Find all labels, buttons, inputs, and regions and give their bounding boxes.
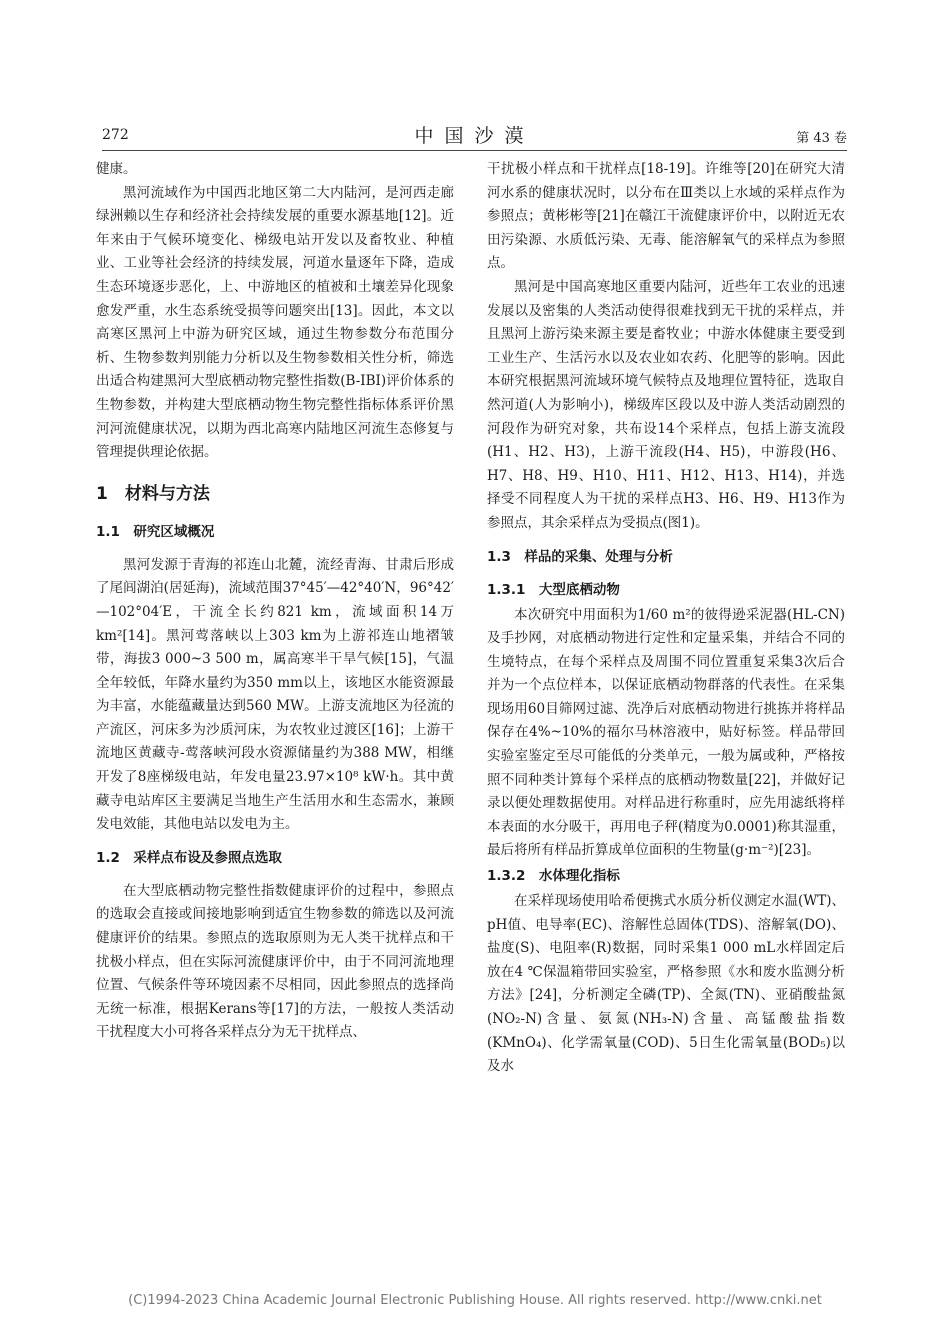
right-column (487, 158, 845, 1079)
paragraph: 黑河发源于青海的祁连山北麓，流经青海、甘肃后形成了尾闾湖泊(居延海)，流域范围37°45′—42°40′N，96°42′—102°04′E，干流全长约821 km，流域面积14万km²[14]。黑河莺落峡以上303 km为上游祁连山地褶皱带，海拔3 000~3 500 m，属高寒半干旱气候[15]，气温全年较低，年降水量约为350 mm以上，该地区水能资源最为丰富，水能蕴藏量达到560 MW。上游支流地区为径流的产流区，河床多为沙质河床，为农牧业过渡区[16]；上游干流地区黄藏寺-莺落峡河段水资源储量约为388 MW，相继开发了8座梯级电站，年发电量23.97×10⁸ kW·h。其中黄藏寺电站库区主要满足当地生产生活用水和生态需水，兼顾发电效能，其他电站以发电为主。 (96, 556, 454, 833)
copyright-footer: (C)1994-2023 China Academic Journal Electronic Publishing House. All rights reserved. http://www.cnki.net (128, 1293, 822, 1308)
subsubsection-heading: 1.3.2 水体理化指标 (487, 868, 620, 885)
page-number: 272 (102, 127, 129, 143)
subsection-heading: 1.2 采样点布设及参照点选取 (96, 849, 282, 866)
header-rule (102, 150, 847, 151)
journal-title: 中国沙漠 (414, 125, 535, 147)
paragraph: 本次研究中用面积为1/60 m²的彼得逊采泥器(HL-CN)及手抄网，对底栖动物进行定性和定量采集，并结合不同的生境特点，在每个采样点及周围不同位置重复采集3次后合并为一个点位样本，以保证底栖动物群落的代表性。在采集现场用60目筛网过滤、洗净后对底栖动物进行挑拣并将样品保存在4%~10%的福尔马林溶液中，贴好标签。样品带回实验室鉴定至尽可能低的分类单元，一般为属或种，严格按照不同种类计算每个采样点的底栖动物数量[22]，并做好记录以便处理数据使用。对样品进行称重时，应先用滤纸将样本表面的水分吸干，再用电子秤(精度为0.0001)称其湿重，最后将所有样品折算成单位面积的生物量(g·m⁻²)[23]。 (487, 606, 845, 859)
subsection-heading: 1.1 研究区域概况 (96, 523, 215, 540)
paragraph: 健康。 (96, 161, 137, 177)
paragraph: 黑河流域作为中国西北地区第二大内陆河，是河西走廊绿洲赖以生存和经济社会持续发展的重要水源基地[12]。近年来由于气候环境变化、梯级电站开发以及畜牧业、种植业、工业等社会经济的持续发展，河道水量逐年下降，造成生态环境逐步恶化，上、中游地区的植被和土壤差异化现象愈发严重，水生态系统受损等问题突出[13]。因此，本文以高寒区黑河上中游为研究区域，通过生物参数分布范围分析、生物参数判别能力分析以及生物参数相关性分析，筛选出适合构建黑河大型底栖动物完整性指数(B-IBI)评价体系的生物参数，并构建大型底栖动物生物完整性指标体系评价黑河河流健康状况，以期为西北高寒内陆地区河流生态修复与管理提供理论依据。 (96, 184, 454, 461)
subsubsection-heading: 1.3.1 大型底栖动物 (487, 581, 620, 598)
section-heading: 1 材料与方法 (96, 483, 210, 504)
paragraph: 黑河是中国高寒地区重要内陆河，近些年工农业的迅速发展以及密集的人类活动使得很难找到无干扰的采样点，并且黑河上游污染来源主要是畜牧业；中游水体健康主要受到工业生产、生活污水以及农业如农药、化肥等的影响。因此本研究根据黑河流域环境气候特点及地理位置特征，选取自然河道(人为影响小)，梯级库区段以及中游人类活动剧烈的河段作为研究对象，共布设14个采样点，包括上游支流段(H1、H2、H3)，上游干流段(H4、H5)，中游段(H6、H7、H8、H9、H10、H11、H12、H13、H14)，并选择受不同程度人为干扰的采样点H3、H6、H9、H13作为参照点，其余采样点为受损点(图1)。 (487, 278, 845, 531)
paragraph: 干扰极小样点和干扰样点[18-19]。许维等[20]在研究大清河水系的健康状况时，以分布在Ⅲ类以上水域的采样点作为参照点；黄彬彬等[21]在赣江干流健康评价中，以附近无农田污染源、水质低污染、无毒、能溶解氧气的采样点为参照点。 (487, 161, 845, 272)
paragraph: 在大型底栖动物完整性指数健康评价的过程中，参照点的选取会直接或间接地影响到适宜生物参数的筛选以及河流健康评价的结果。参照点的选取原则为无人类干扰样点和干扰极小样点，但在实际河流健康评价中，由于不同河流地理位置、气候条件等环境因素不尽相同，因此参照点的选择尚无统一标准，根据Kerans等[17]的方法，一般按人类活动干扰程度大小可将各采样点分为无干扰样点、 (96, 882, 454, 1041)
paragraph: 在采样现场使用哈希便携式水质分析仪测定水温(WT)、pH值、电导率(EC)、溶解性总固体(TDS)、溶解氧(DO)、盐度(S)、电阻率(R)数据，同时采集1 000 mL水样固定后放在4 ℃保温箱带回实验室，严格参照《水和废水监测分析方法》[24]，分析测定全磷(TP)、全氮(TN)、亚硝酸盐氮(NO₂-N)含量、氨氮(NH₃-N)含量、高锰酸盐指数(KMnO₄)、化学需氧量(COD)、5日生化需氧量(BOD₅)以及水 (487, 893, 845, 1075)
left-column (96, 158, 454, 1045)
running-header (102, 121, 847, 147)
volume-label: 第 43 卷 (796, 131, 847, 146)
subsection-heading: 1.3 样品的采集、处理与分析 (487, 548, 673, 565)
